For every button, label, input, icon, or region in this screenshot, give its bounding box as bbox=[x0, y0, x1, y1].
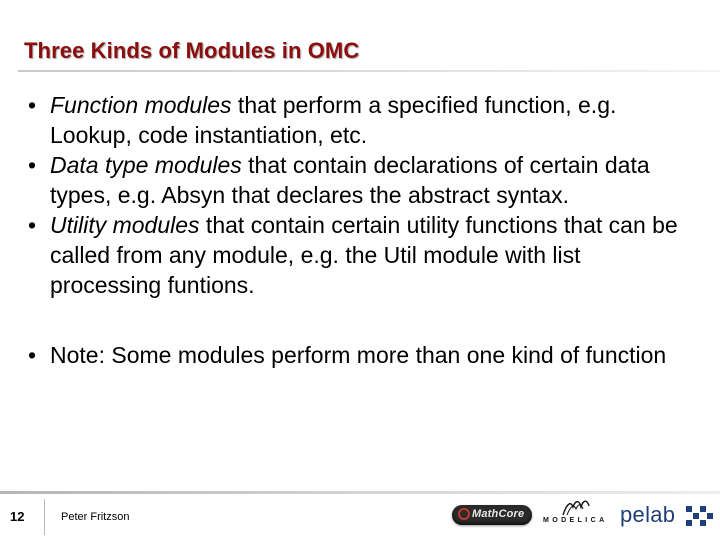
author-name: Peter Fritzson bbox=[61, 511, 130, 523]
bullet-item-utility-modules bbox=[28, 210, 690, 300]
bullet-item-note bbox=[28, 340, 690, 370]
bullet-marker: • bbox=[28, 152, 37, 178]
page-number: 12 bbox=[10, 509, 25, 524]
modelica-logo bbox=[543, 497, 613, 529]
pelab-logo bbox=[620, 500, 716, 530]
bullet-item-data-type-modules bbox=[28, 150, 690, 210]
bullet-marker: • bbox=[28, 342, 37, 368]
modelica-logo-text: MODELICA bbox=[543, 517, 608, 524]
bullet-emphasis: Function modules bbox=[50, 92, 232, 118]
bullet-list bbox=[28, 90, 690, 370]
pelab-grid-icon bbox=[686, 506, 714, 526]
bullet-emphasis: Data type modules bbox=[50, 152, 242, 178]
bullet-text: that perform a specified function, e.g. Lookup, code instantiation, etc. bbox=[50, 92, 617, 148]
bullet-text: that contain declarations of certain data types, e.g. Absyn that declares the abstract syntax. bbox=[50, 152, 650, 208]
bullet-marker: • bbox=[28, 212, 37, 238]
footer-rule bbox=[0, 491, 720, 494]
note-text: Note: Some modules perform more than one kind of function bbox=[50, 342, 667, 368]
footer-divider bbox=[44, 499, 45, 535]
bullet-item-function-modules bbox=[28, 90, 690, 150]
bullet-emphasis: Utility modules bbox=[50, 212, 200, 238]
title-underline bbox=[18, 70, 720, 72]
mathcore-logo-text: MathCore bbox=[472, 508, 525, 520]
mathcore-logo bbox=[452, 505, 532, 525]
slide-title: Three Kinds of Modules in OMC bbox=[24, 38, 360, 63]
bullet-marker: • bbox=[28, 92, 37, 118]
modelica-wave-icon bbox=[543, 497, 613, 517]
mathcore-ring-icon bbox=[458, 508, 470, 520]
bullet-text: that contain certain utility functions that can be called from any module, e.g. the Util module with list processing funtions. bbox=[50, 212, 678, 298]
pelab-logo-text: pelab bbox=[620, 502, 676, 527]
